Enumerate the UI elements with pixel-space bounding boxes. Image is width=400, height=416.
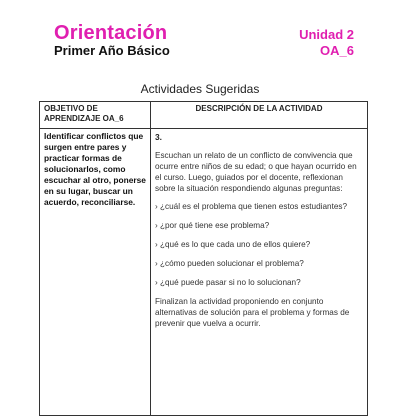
description-cell: [151, 129, 368, 416]
question-item: › ¿qué puede pasar si no lo solucionan?: [155, 278, 301, 287]
activity-number: 3.: [155, 132, 162, 142]
description-column-header: DESCRIPCIÓN DE LA ACTIVIDAD: [151, 102, 368, 129]
question-item: › ¿por qué tiene ese problema?: [155, 221, 270, 230]
table-header-row: [40, 102, 368, 129]
activity-intro: Escuchan un relato de un conflicto de convivencia que ocurre entre niños de su edad; o que hayan ocurrido en el curso. Luego, guiados por el docente, reflexionan sobre la situación respondiendo algunas preguntas:: [155, 151, 357, 193]
activity-closing: Finalizan la actividad proponiendo en conjunto alternativas de solución para el problema y formas de prevenir que vuelva a ocurrir.: [155, 297, 350, 328]
document-title: Orientación: [54, 22, 168, 44]
question-item: › ¿qué es lo que cada uno de ellos quiere?: [155, 240, 311, 249]
grade-subtitle: Primer Año Básico: [54, 43, 170, 58]
objective-cell: [40, 129, 151, 416]
activities-table: [39, 101, 368, 416]
question-item: › ¿cuál es el problema que tienen estos estudiantes?: [155, 202, 348, 211]
table-row: [40, 129, 368, 416]
question-item: › ¿cómo pueden solucionar el problema?: [155, 259, 304, 268]
objective-text: Identificar conflictos que surgen entre pares y practicar formas de solucionarlos, como escuchar al otro, ponerse en su lugar, buscar un acuerdo, reconciliarse.: [44, 131, 146, 207]
objective-column-header: OBJETIVO DE APRENDIZAJE OA_6: [40, 102, 151, 129]
oa-label: OA_6: [320, 43, 354, 58]
unit-label: Unidad 2: [299, 27, 354, 42]
section-title: Actividades Sugeridas: [140, 82, 260, 96]
